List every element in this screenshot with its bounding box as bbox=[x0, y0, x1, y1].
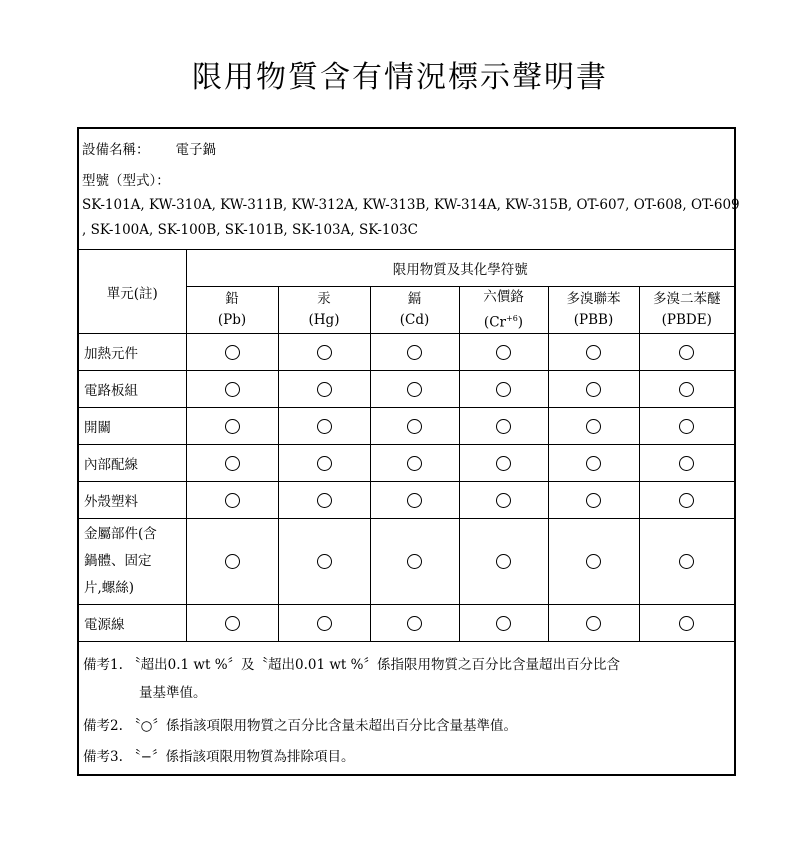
status-mark bbox=[459, 445, 548, 482]
substance-header-mercury: 汞 (Hg) bbox=[278, 286, 370, 334]
status-mark bbox=[639, 519, 734, 605]
status-mark bbox=[548, 605, 639, 642]
status-mark bbox=[186, 371, 278, 408]
unit-name: 金屬部件(含 鍋體、固定 片,螺絲) bbox=[79, 519, 186, 605]
status-mark bbox=[278, 482, 370, 519]
status-mark bbox=[548, 482, 639, 519]
status-mark bbox=[186, 445, 278, 482]
status-mark bbox=[370, 482, 459, 519]
remark-1-continued: 量基準值。 bbox=[139, 685, 207, 701]
table-row bbox=[79, 371, 734, 408]
equipment-label: 設備名稱： bbox=[82, 142, 150, 158]
remark-1: 備考1. 〝超出0.1 wt %〞及〝超出0.01 wt %〞係指限用物質之百分比含量超出百分比含 bbox=[83, 657, 620, 673]
status-mark bbox=[548, 408, 639, 445]
substance-header-cadmium: 鎘 (Cd) bbox=[370, 286, 459, 334]
status-mark bbox=[370, 445, 459, 482]
status-mark bbox=[278, 371, 370, 408]
status-mark bbox=[278, 605, 370, 642]
status-mark bbox=[186, 605, 278, 642]
status-mark bbox=[186, 334, 278, 371]
page-title: 限用物質含有情況標示聲明書 bbox=[192, 60, 608, 95]
unit-name: 電源線 bbox=[79, 605, 186, 642]
status-mark bbox=[548, 371, 639, 408]
unit-name: 外殼塑料 bbox=[79, 482, 186, 519]
unit-name: 電路板組 bbox=[79, 371, 186, 408]
status-mark bbox=[278, 519, 370, 605]
status-mark bbox=[370, 408, 459, 445]
status-mark bbox=[278, 334, 370, 371]
substance-table bbox=[79, 250, 734, 642]
substance-header-pbb: 多溴聯苯 (PBB) bbox=[548, 286, 639, 334]
unit-name: 開關 bbox=[79, 408, 186, 445]
status-mark bbox=[639, 408, 734, 445]
unit-name: 內部配線 bbox=[79, 445, 186, 482]
status-mark bbox=[639, 445, 734, 482]
substance-header-lead: 鉛 (Pb) bbox=[186, 286, 278, 334]
status-mark bbox=[459, 408, 548, 445]
status-mark bbox=[639, 371, 734, 408]
status-mark bbox=[370, 605, 459, 642]
declaration-form bbox=[77, 127, 740, 776]
status-mark bbox=[459, 519, 548, 605]
table-row bbox=[79, 334, 734, 371]
substance-group-header: 限用物質及其化學符號 bbox=[186, 250, 734, 286]
table-row bbox=[79, 605, 734, 642]
equipment-value: 電子鍋 bbox=[175, 142, 216, 158]
status-mark bbox=[278, 445, 370, 482]
status-mark bbox=[459, 371, 548, 408]
product-info bbox=[79, 129, 740, 250]
status-mark bbox=[548, 519, 639, 605]
status-mark bbox=[459, 605, 548, 642]
remark-2: 備考2. 〝○〞係指該項限用物質之百分比含量未超出百分比含量基準值。 bbox=[83, 718, 517, 734]
model-label: 型號（型式）： bbox=[82, 173, 170, 189]
substance-header-chromium: 六價鉻 $(Cr^{+6})$ bbox=[459, 286, 548, 334]
status-mark bbox=[639, 482, 734, 519]
unit-name: 加熱元件 bbox=[79, 334, 186, 371]
status-mark bbox=[370, 334, 459, 371]
substance-header-pbde: 多溴二苯醚 (PBDE) bbox=[639, 286, 734, 334]
status-mark bbox=[186, 519, 278, 605]
status-mark bbox=[186, 408, 278, 445]
status-mark bbox=[370, 519, 459, 605]
table-row bbox=[79, 445, 734, 482]
status-mark bbox=[459, 334, 548, 371]
status-mark bbox=[548, 445, 639, 482]
status-mark bbox=[459, 482, 548, 519]
status-mark bbox=[639, 334, 734, 371]
status-mark bbox=[186, 482, 278, 519]
model-list-line-2: , SK-100A, SK-100B, SK-101B, SK-103A, SK-103C bbox=[82, 222, 418, 238]
equipment-line bbox=[82, 138, 216, 158]
status-mark bbox=[278, 408, 370, 445]
table-row bbox=[79, 408, 734, 445]
table-row bbox=[79, 482, 734, 519]
table-row bbox=[79, 519, 734, 605]
status-mark bbox=[370, 371, 459, 408]
unit-header: 單元(註) bbox=[79, 250, 186, 334]
status-mark bbox=[548, 334, 639, 371]
model-list-line-1: SK-101A, KW-310A, KW-311B, KW-312A, KW-313B, KW-314A, KW-315B, OT-607, OT-608, OT-609 bbox=[82, 197, 740, 213]
status-mark bbox=[639, 605, 734, 642]
remark-3: 備考3. 〝−〞係指該項限用物質為排除項目。 bbox=[83, 749, 355, 765]
